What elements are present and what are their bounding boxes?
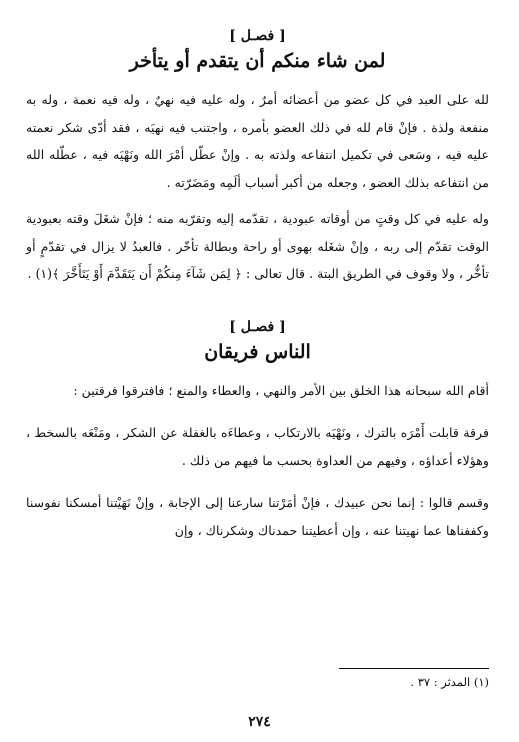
section-label: [ فصـل ] [229,28,286,44]
paragraph: لله على العبد في كل عضو من أعضائه أمرٌ ، وله عليه فيه نهيٌ ، وله فيه نعمة ، وله به منفعة ولذة . فإنْ قام لله في ذلك العضو بأمره ، واجتنب فيه نهيَه ، فقد أدّى شكر نعمته عليه فيه ، وسَعى في تكميل انتفاعه ولذته به . وإنْ عطّل أمْرَ الله ونَهْيَه فيه ، عطّله الله من انتفاعه بذلك العضو ، وجعله من أكبر أسباب ألَمِه ومَضَرّته . [26,92,489,190]
footnote-divider [339,668,489,669]
page-number: ٢٧٤ [248,714,271,730]
section-title: لمن شاء منكم أن يتقدم أو يتأخر [129,50,386,72]
footnote: (١) المدثر : ٣٧ . [410,675,489,689]
section-title: الناس فريقان [204,340,311,363]
paragraph: فرقة قابلت أَمْرَه بالترك ، ونَهْيَه بالارتكاب ، وعطاءَه بالغفلة عن الشكر ، ومَنْعَه بالسخط ، وهؤلاء أعداؤه ، وفيهم من العداوة بحسب ما فيهم من ذلك . [26,425,489,468]
paragraph: وله عليه في كل وقتٍ من أوقاته عبودية ، تقدّمه إليه وتقرّبه منه ؛ فإنْ شغَلَ وقته بعبودية الوقت تقدّم إلى ربه ، وإنْ شغَله بهوى أو راحة وبطالة تأخّر . فالعبدُ لا يزال في تقدّمٍ أو تأخُّر ، ولا وقوف في الطريق البتة . قال تعالى : ﴿ لِمَن شَآءَ مِنكُمْ أَن يَتَقَدَّمَ أَوْ يَتَأَخَّرَ ﴾(١) . [26,211,489,281]
paragraph: وقسم قالوا : إنما نحن عبيدك ، فإنْ أمَرْتنا سارعنا إلى الإجابة ، وإنْ نَهَيْتنا أمسكنا نفوسنا وكففناها عما نهيتنا عنه ، وإن أعطيتنا حمدناك وشكرناك ، وإن [26,495,489,538]
section-label: [ فصـل ] [229,318,286,335]
paragraph: أقام الله سبحانه هذا الخلق بين الأمر والنهي ، والعطاء والمنع ؛ فافترقوا فرقتين : [73,382,489,398]
